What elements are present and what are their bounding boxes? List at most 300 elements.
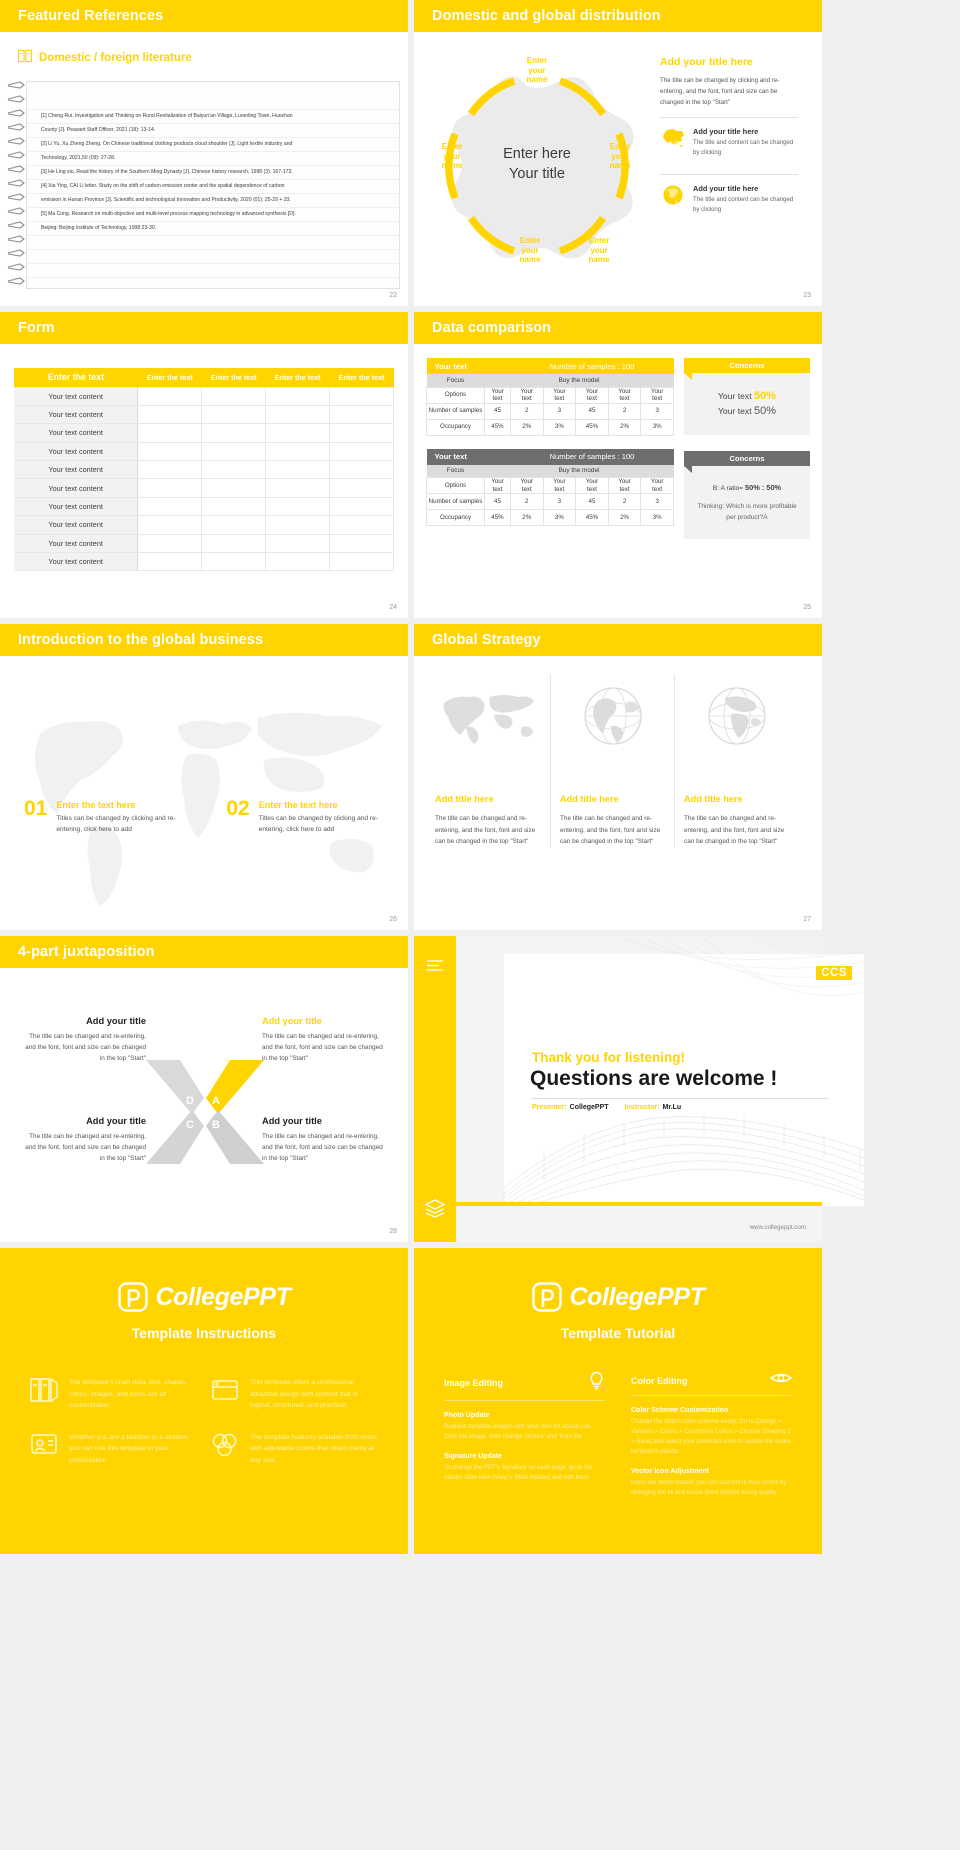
table-cell (138, 497, 202, 515)
table-cell (330, 424, 394, 442)
panel-paragraph: The title can be changed by clicking and re-entering, and the font, font and size can be changed in the top "Start" (660, 77, 780, 106)
slide-title-bar (414, 624, 822, 656)
table-cell: 3 (641, 494, 674, 510)
table-cell: 45 (485, 403, 511, 419)
subheader-model: Buy the model (485, 374, 674, 387)
column-title: Add title here (560, 794, 619, 804)
section-subtitle: Domestic / foreign literature (39, 52, 192, 64)
slide-thumbnail-template-instructions[interactable] (0, 1248, 408, 1554)
column-1 (426, 674, 550, 848)
svg-text:C: C (186, 1119, 194, 1131)
item-title: Enter the text here (56, 800, 136, 810)
world-map-icon (435, 674, 541, 758)
table-header-left: Your text (427, 449, 511, 465)
table-cell (266, 387, 330, 405)
list-item-desc: The title and content can be changed by clicking (693, 139, 794, 156)
table-cell: Your text (576, 478, 609, 494)
tutorial-grid (414, 1341, 822, 1498)
item-number: 01 (24, 797, 48, 820)
tutorial-column-image-editing (444, 1371, 605, 1498)
table-cell (330, 387, 394, 405)
reference-line (27, 264, 399, 278)
slide-title-bar (414, 312, 822, 344)
slide-title: Domestic and global distribution (432, 8, 661, 24)
reference-line: County [J]. Peasant Staff Officer, 2021 (18): 13-14. (27, 124, 399, 138)
slide-title: Featured References (18, 8, 164, 24)
instructor-label: Instructor: (624, 1104, 660, 1111)
comparison-table (426, 358, 674, 436)
table-cell (202, 534, 266, 552)
concern-note: Thinking: Which is more profitable per product?A (697, 503, 797, 521)
table-row (427, 419, 674, 435)
table-cell: 45% (576, 419, 609, 435)
concern-body (684, 373, 810, 435)
list-item-title: Add your title here (693, 127, 759, 136)
table-header-right: Number of samples : 100 (510, 449, 673, 465)
quadrant-desc: The title can be changed and re-entering, and the font, font and size can be changed in the top "Start" (25, 1133, 146, 1162)
speech-notch (684, 373, 692, 380)
row-label: Options (427, 478, 485, 494)
table-cell (202, 442, 266, 460)
table-cell: 3 (543, 494, 576, 510)
table-cell: 2% (608, 510, 641, 526)
table-cell (138, 387, 202, 405)
thank-you-line-1: Thank you for listening! (532, 1050, 686, 1065)
brand-subtitle: Template Tutorial (560, 1325, 676, 1341)
instruction-item (30, 1377, 197, 1412)
table-cell: 45 (485, 494, 511, 510)
instruction-item (211, 1432, 378, 1467)
table-cell (266, 534, 330, 552)
thank-you-card (456, 936, 847, 1242)
table-header-row (427, 449, 674, 465)
row-label: Occupancy (427, 419, 485, 435)
concern-title: Concerns (729, 454, 765, 463)
globe-icon (660, 184, 686, 211)
slide-title-bar (0, 624, 408, 656)
table-cell (138, 461, 202, 479)
table-row (14, 442, 394, 460)
slide-title: Global Strategy (432, 632, 541, 648)
table-cell (202, 424, 266, 442)
table-cell (266, 516, 330, 534)
concern-percent: 50% (753, 390, 777, 402)
tutorial-block-desc: Replace template images with your own for actual use. Click the image, then change 'picture' and 'from file.' (444, 1423, 592, 1440)
quadrant-title: Add your title (86, 1116, 146, 1126)
speech-notch (684, 466, 692, 473)
table-cell (330, 516, 394, 534)
row-label: Number of samples (427, 494, 485, 510)
table-cell: 45 (576, 403, 609, 419)
tutorial-heading: Image Editing (444, 1378, 504, 1388)
row-label: Your text content (14, 497, 138, 515)
brand-subtitle: Template Instructions (131, 1325, 277, 1341)
reference-line: [5] Ma Cong. Research on multi-objective and multi-level process mapping technology in advanced synthesis [D]. (27, 208, 399, 222)
table-cell: Your text (485, 478, 511, 494)
instruction-item (30, 1432, 197, 1467)
reference-list-area (0, 79, 408, 294)
instruction-text: This template offers a professional, attractive design with content that is logical, structured, and practical. (250, 1379, 358, 1409)
item-title: Enter the text here (258, 800, 338, 810)
page-number: 25 (803, 604, 811, 611)
row-label: Your text content (14, 387, 138, 405)
tutorial-block (631, 1468, 792, 1498)
paper-clip-column (6, 79, 28, 291)
chart-icon (30, 1377, 60, 1408)
table-cell: 2 (510, 403, 543, 419)
row-label: Options (427, 387, 485, 403)
table-cell (266, 442, 330, 460)
quadrant-desc: The title can be changed and re-entering, and the font, font and size can be changed in the top "Start" (25, 1033, 146, 1062)
reference-line: Beijing: Beijing Institute of Technology, 1998:23-30. (27, 222, 399, 236)
slide-thumbnail-27[interactable] (414, 624, 822, 930)
presenter-icon (30, 1432, 60, 1463)
slide-thumbnail-28[interactable] (0, 936, 408, 1242)
table-cell: 3% (641, 510, 674, 526)
subheader-model: Buy the model (485, 465, 674, 478)
table-cell: Your text (485, 387, 511, 403)
table-cell: 2 (510, 494, 543, 510)
table-header-row (14, 368, 394, 387)
quadrant-bottom-right (262, 1116, 386, 1164)
row-label: Your text content (14, 442, 138, 460)
ccs-logo-badge: CCS (816, 966, 852, 980)
table-row (14, 424, 394, 442)
slide-thumbnail-22[interactable] (0, 0, 408, 306)
table-cell (202, 516, 266, 534)
table-header-right: Number of samples : 100 (510, 358, 673, 374)
table-cell: 45% (576, 510, 609, 526)
table-cell (202, 553, 266, 571)
slide-thumbnail-23[interactable] (414, 0, 822, 306)
thank-you-line-2: Questions are welcome ! (530, 1067, 778, 1090)
collegeppt-mark-icon (118, 1282, 148, 1312)
page-number: 22 (389, 292, 397, 299)
instruction-text: The template's chart data, text, shapes, colors, images, and icons are all customizable. (69, 1379, 188, 1409)
china-map-icon (660, 127, 686, 153)
presenter-label: Presenter: (532, 1104, 567, 1111)
page-number: 28 (389, 1228, 397, 1235)
concern-percent: 50% (753, 405, 777, 417)
svg-text:B: B (212, 1119, 220, 1131)
x-shape-diagram (140, 1056, 270, 1168)
quadrant-title: Add your title (262, 1116, 322, 1126)
brand-name: CollegePPT (569, 1282, 705, 1311)
table-cell: 3 (641, 403, 674, 419)
row-label: Your text content (14, 461, 138, 479)
tutorial-block-desc: Change the slide's color scheme easily. Go to [Design > Variants > Colors > Customize Colors > Choose 'Shading 1' > Save] and select your preferred color to update the entire template's palette. (631, 1418, 792, 1455)
row-label: Occupancy (427, 510, 485, 526)
table-cell: 45% (485, 419, 511, 435)
table-cell: Your text (641, 478, 674, 494)
tutorial-block (444, 1453, 605, 1483)
table-cell: 2% (608, 419, 641, 435)
collegeppt-mark-icon (532, 1282, 562, 1312)
item-desc: Titles can be changed by clicking and re-entering, click here to add (258, 815, 378, 833)
row-label: Your text content (14, 553, 138, 571)
node-label: Enter your name (588, 236, 610, 264)
reference-line (27, 250, 399, 264)
brand-logo (414, 1282, 822, 1312)
table-cell (202, 405, 266, 423)
tutorial-block-title: Vector Icon Adjustment (631, 1468, 709, 1475)
comparison-table (426, 449, 674, 527)
table-row (427, 387, 674, 403)
item-desc: Titles can be changed by clicking and re-entering, click here to add (56, 815, 176, 833)
tutorial-heading: Color Editing (631, 1375, 688, 1386)
svg-text:D: D (186, 1095, 194, 1107)
instructions-grid (0, 1341, 408, 1466)
slide-title-bar (414, 0, 822, 32)
slide-title: 4-part juxtaposition (18, 944, 155, 960)
table-cell (330, 553, 394, 571)
bottom-accent-line (456, 1202, 822, 1206)
slide-thumbnail-template-tutorial[interactable] (414, 1248, 822, 1554)
table-cell: Your text (510, 387, 543, 403)
table-cell: 3% (543, 419, 576, 435)
table-cell: Your text (576, 387, 609, 403)
table-cell (138, 405, 202, 423)
table-cell (266, 461, 330, 479)
reference-panel (26, 81, 400, 289)
concern-title: Concerns (729, 361, 765, 370)
panel-heading: Add your title here (660, 56, 753, 68)
slide-title-bar (0, 936, 408, 968)
slide-thumbnail-24[interactable] (0, 312, 408, 618)
node-label: Enter your name (526, 56, 548, 84)
row-label: Your text content (14, 479, 138, 497)
list-item[interactable] (24, 797, 192, 835)
table-row (14, 497, 394, 515)
table-cell: Your text (641, 387, 674, 403)
table-row (14, 534, 394, 552)
subheader-focus: Focus (427, 465, 485, 478)
world-map-background (0, 656, 408, 930)
row-label: Your text content (14, 534, 138, 552)
reference-line: [1] Cheng Rui. Investigation and Thinking on Rural Revitalization of Baiyun'an Village, Luoerling Town, Huoshan (27, 110, 399, 124)
presenter-value: CollegePPT (569, 1104, 609, 1111)
table-header-left: Your text (427, 358, 511, 374)
quadrant-bottom-left (22, 1116, 146, 1164)
svg-text:A: A (212, 1095, 220, 1107)
tutorial-column-color-editing (631, 1371, 792, 1498)
table-cell: Your text (543, 478, 576, 494)
table-row (427, 478, 674, 494)
column-title: Add title here (684, 794, 743, 804)
row-label: Your text content (14, 424, 138, 442)
section-subtitle-row (18, 49, 408, 67)
table-subheader-row (427, 465, 674, 478)
table-cell: Your text (510, 478, 543, 494)
table-cell: Your text (608, 478, 641, 494)
table-cell (138, 553, 202, 571)
slide-thumbnail-thank-you[interactable] (414, 936, 847, 1242)
hamburger-icon[interactable] (427, 958, 443, 976)
reference-line (27, 96, 399, 110)
table-cell (266, 553, 330, 571)
list-item[interactable] (660, 174, 798, 222)
tutorial-block-desc: Icons are vector-based; you can customize their colors by changing the fill and resize them without losing quality. (631, 1479, 787, 1496)
table-cell: Your text (608, 387, 641, 403)
table-row (427, 510, 674, 526)
column-header: Enter the text (202, 368, 266, 387)
concern-header (684, 451, 810, 466)
node-label: Enter your name (519, 236, 541, 264)
column-desc: The title can be changed and re-entering, and the font, font and size can be changed in the top "Start" (560, 815, 661, 845)
tutorial-column-header (444, 1371, 605, 1401)
bulb-icon (588, 1371, 605, 1395)
concern-header (684, 358, 810, 373)
quadrant-title: Add your title (262, 1016, 322, 1026)
column-desc: The title can be changed and re-entering, and the font, font and size can be changed in the top "Start" (435, 815, 536, 845)
quadrant-desc: The title can be changed and re-entering, and the font, font and size can be changed in the top "Start" (262, 1133, 383, 1162)
table-cell (330, 497, 394, 515)
quadrant-title: Add your title (86, 1016, 146, 1026)
slide-title-bar (0, 312, 408, 344)
slide-thumbnail-25[interactable] (414, 312, 822, 618)
table-cell (202, 387, 266, 405)
layers-icon (211, 1377, 241, 1408)
page-number: 26 (389, 916, 397, 923)
table-cell (330, 534, 394, 552)
divider (532, 1098, 828, 1099)
table-cell (266, 497, 330, 515)
reference-line: [4] Xia Ying, CAI Li letter. Study on the shift of carbon emission center and the spatial dependence of carbon (27, 180, 399, 194)
reference-line (27, 236, 399, 250)
tutorial-block-title: Signature Update (444, 1453, 502, 1460)
globe-africa-icon (684, 674, 789, 758)
reference-line: [3] He Ling xiu. Read the history of the Southern Ming Dynasty [J]. Chinese history research, 1998 (3): 167-173. (27, 166, 399, 180)
item-number: 02 (226, 797, 250, 820)
table-cell (266, 405, 330, 423)
concern-card (684, 358, 810, 435)
table-cell (138, 479, 202, 497)
list-item-desc: The title and content can be changed by clicking (693, 196, 794, 213)
list-item-title: Add your title here (693, 184, 759, 193)
concern-line: Your text 50% (717, 390, 777, 402)
concern-body (684, 466, 810, 539)
table-row (427, 403, 674, 419)
tutorial-block-title: Color Scheme Customization (631, 1407, 729, 1414)
table-row (14, 387, 394, 405)
concern-line: Your text 50% (717, 405, 777, 417)
list-item[interactable] (226, 797, 394, 835)
diagram-center-text: Enter here Your title (503, 146, 571, 182)
reference-line: Technology, 2021,50 (09): 27-28. (27, 152, 399, 166)
slide-title: Form (18, 320, 55, 336)
column-title: Add title here (435, 794, 494, 804)
node-label: Enter your name (441, 142, 463, 170)
table-cell: 3 (543, 403, 576, 419)
tutorial-column-header (631, 1371, 792, 1396)
eye-icon (770, 1371, 792, 1390)
list-item[interactable] (660, 117, 798, 165)
table-cell (202, 497, 266, 515)
quadrant-top-right (262, 1016, 386, 1064)
column-3 (674, 674, 798, 848)
table-row (14, 479, 394, 497)
table-cell: 3% (641, 419, 674, 435)
slide-thumbnail-26[interactable] (0, 624, 408, 930)
page-number: 27 (803, 916, 811, 923)
reference-line: [2] Li Yu, Xu Zheng Zheng. On Chinese traditional clothing products cloud shoulder [J]. Light textile industry and (27, 138, 399, 152)
tutorial-block (631, 1407, 792, 1457)
form-table (14, 368, 394, 571)
globe-americas-icon (560, 674, 665, 758)
subheader-focus: Focus (427, 374, 485, 387)
quadrant-top-left (22, 1016, 146, 1064)
slide-title-bar (0, 0, 408, 32)
table-row (14, 516, 394, 534)
instructor-value: Mr.Lu (662, 1104, 682, 1111)
table-cell (330, 461, 394, 479)
map-items-row (24, 797, 395, 835)
page-number: 24 (389, 604, 397, 611)
column-header: Enter the text (330, 368, 394, 387)
brand-name: CollegePPT (155, 1282, 291, 1311)
spiral-binding-icon (6, 79, 28, 291)
website-url[interactable]: www.collegeppt.com (749, 1224, 806, 1231)
reference-line: emission in Hunan Province [J]. Scientific and technological Innovation and Productivity, 2020 (01): 25-29 + 33. (27, 194, 399, 208)
column-2 (550, 674, 674, 848)
table-cell: 45 (576, 494, 609, 510)
tutorial-block-desc: To change the PPT's signature on each page, go to the master slide view (View > Slide Master) and edit them. (444, 1464, 593, 1481)
page-number: 23 (803, 292, 811, 299)
instruction-text: Whether you are a teacher or a student, you can use this template in your presentation. (69, 1433, 190, 1464)
table-cell (202, 479, 266, 497)
table-cell: 2 (608, 494, 641, 510)
tutorial-block-title: Photo Update (444, 1412, 490, 1419)
concern-card (684, 451, 810, 539)
table-row (427, 494, 674, 510)
book-icon (18, 49, 32, 67)
wireframe-mesh-graphic (504, 1102, 864, 1202)
table-cell (138, 424, 202, 442)
concern-ratio: B: A ratio= 50% : 50% (712, 483, 782, 492)
slide-title: Data comparison (432, 320, 552, 336)
table-header-row (427, 358, 674, 374)
node-label: Enter your name (609, 142, 631, 170)
table-row (14, 553, 394, 571)
row-label: Your text content (14, 405, 138, 423)
brand-logo (0, 1282, 408, 1312)
row-label: Number of samples (427, 403, 485, 419)
column-desc: The title can be changed and re-entering, and the font, font and size can be changed in the top "Start" (684, 815, 785, 845)
table-row (14, 461, 394, 479)
instruction-item (211, 1377, 378, 1412)
palette-icon (211, 1432, 241, 1463)
row-label: Your text content (14, 516, 138, 534)
column-header: Enter the text (14, 368, 138, 387)
thank-you-content (504, 954, 864, 1206)
column-header: Enter the text (266, 368, 330, 387)
table-subheader-row (427, 374, 674, 387)
table-cell (202, 461, 266, 479)
table-cell (138, 442, 202, 460)
table-cell (330, 479, 394, 497)
table-cell (266, 479, 330, 497)
table-cell (330, 442, 394, 460)
table-cell (330, 405, 394, 423)
table-cell (138, 516, 202, 534)
table-cell: 2 (608, 403, 641, 419)
table-cell (138, 534, 202, 552)
slide-title: Introduction to the global business (18, 632, 264, 648)
left-accent-bar (414, 936, 456, 1242)
table-cell (266, 424, 330, 442)
table-cell: 2% (510, 419, 543, 435)
column-header: Enter the text (138, 368, 202, 387)
